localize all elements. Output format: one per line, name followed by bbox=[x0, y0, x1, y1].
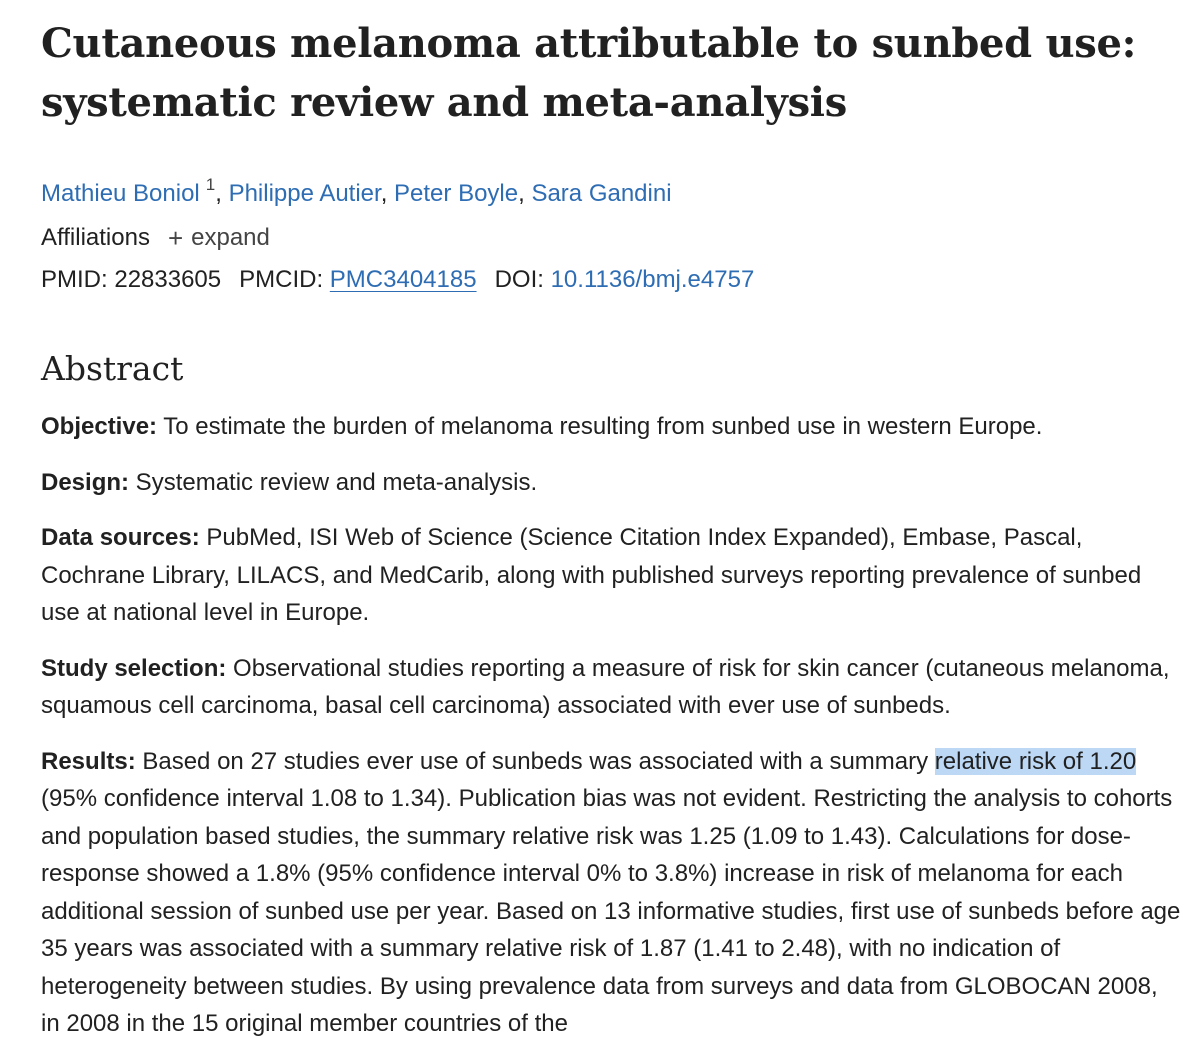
affiliations-label: Affiliations bbox=[41, 224, 150, 251]
affiliations-row bbox=[41, 222, 1181, 254]
author-separator: , bbox=[518, 180, 532, 207]
pmcid-link[interactable]: PMC3404185 bbox=[329, 266, 477, 293]
selected-text-highlight: relative risk of 1.20 bbox=[934, 747, 1137, 775]
abstract-data-sources bbox=[41, 519, 1181, 632]
design-label: Design: bbox=[41, 468, 130, 496]
article-title bbox=[41, 14, 1181, 132]
identifiers-row bbox=[41, 264, 1181, 296]
abstract-design bbox=[41, 464, 1181, 502]
author-link[interactable]: Sara Gandini bbox=[531, 180, 672, 207]
author-list bbox=[41, 177, 1181, 211]
abstract-objective bbox=[41, 408, 1181, 446]
article-title-line-1: Cutaneous melanoma attributable to sunbed use: bbox=[41, 20, 1137, 67]
objective-text: To estimate the burden of melanoma resulting from sunbed use in western Europe. bbox=[157, 413, 1043, 440]
author-separator: , bbox=[215, 180, 229, 207]
author-link[interactable]: Mathieu Boniol bbox=[41, 180, 200, 207]
study-selection-label: Study selection: bbox=[41, 654, 227, 682]
author-link[interactable]: Peter Boyle bbox=[394, 180, 519, 207]
data-sources-label: Data sources: bbox=[41, 524, 200, 551]
objective-label: Objective: bbox=[41, 413, 158, 440]
abstract-heading: Abstract bbox=[41, 349, 184, 388]
expand-affiliations-button[interactable]: expand bbox=[191, 224, 270, 251]
abstract-study-selection bbox=[41, 650, 1181, 725]
results-label: Results: bbox=[41, 747, 136, 775]
doi-label: DOI: bbox=[494, 266, 551, 293]
abstract-results bbox=[41, 743, 1181, 1043]
data-sources-text: PubMed, ISI Web of Science (Science Citation Index Expanded), Embase, Pascal, Cochrane Library, LILACS, and MedCarib, along with published surveys reporting prevalence of sunbed use at national level in Europe. bbox=[41, 524, 1142, 626]
plus-icon[interactable]: + bbox=[167, 223, 184, 253]
article-page bbox=[41, 14, 1181, 1043]
pmcid-label: PMCID: bbox=[239, 266, 330, 293]
affiliation-superscript[interactable]: 1 bbox=[205, 175, 216, 194]
doi-link[interactable]: 10.1136/bmj.e4757 bbox=[550, 266, 755, 293]
article-title-line-2: systematic review and meta-analysis bbox=[41, 79, 847, 126]
design-text: Systematic review and meta-analysis. bbox=[129, 468, 538, 496]
pmid-label: PMID: bbox=[41, 266, 115, 293]
results-text-continued: (95% confidence interval 1.08 to 1.34). Publication bias was not evident. Restricting the analysis to cohorts and population based studies, the summary relative risk was 1.25 (1.09 to 1.43). Calculations for dose-response showed a 1.8% (95% confidence interval 0% to 3.8%) increase in risk of melanoma for each additional session of sunbed use per year. Based on 13 informative studies, first use of sunbeds before age 35 years was associated with a summary relative risk of 1.87 (1.41 to 2.48), with no indication of heterogeneity between studies. By using prevalence data from surveys and data from GLOBOCAN 2008, in 2008 in the 15 original member countries of the bbox=[41, 785, 1181, 1037]
pmid-value: 22833605 bbox=[114, 266, 222, 293]
author-separator: , bbox=[380, 180, 395, 207]
author-link[interactable]: Philippe Autier bbox=[228, 180, 381, 207]
study-selection-text: Observational studies reporting a measure of risk for skin cancer (cutaneous melanoma, squamous cell carcinoma, basal cell carcinoma) associated with ever use of sunbeds. bbox=[41, 654, 1170, 719]
results-text: Based on 27 studies ever use of sunbeds was associated with a summary bbox=[135, 747, 935, 775]
